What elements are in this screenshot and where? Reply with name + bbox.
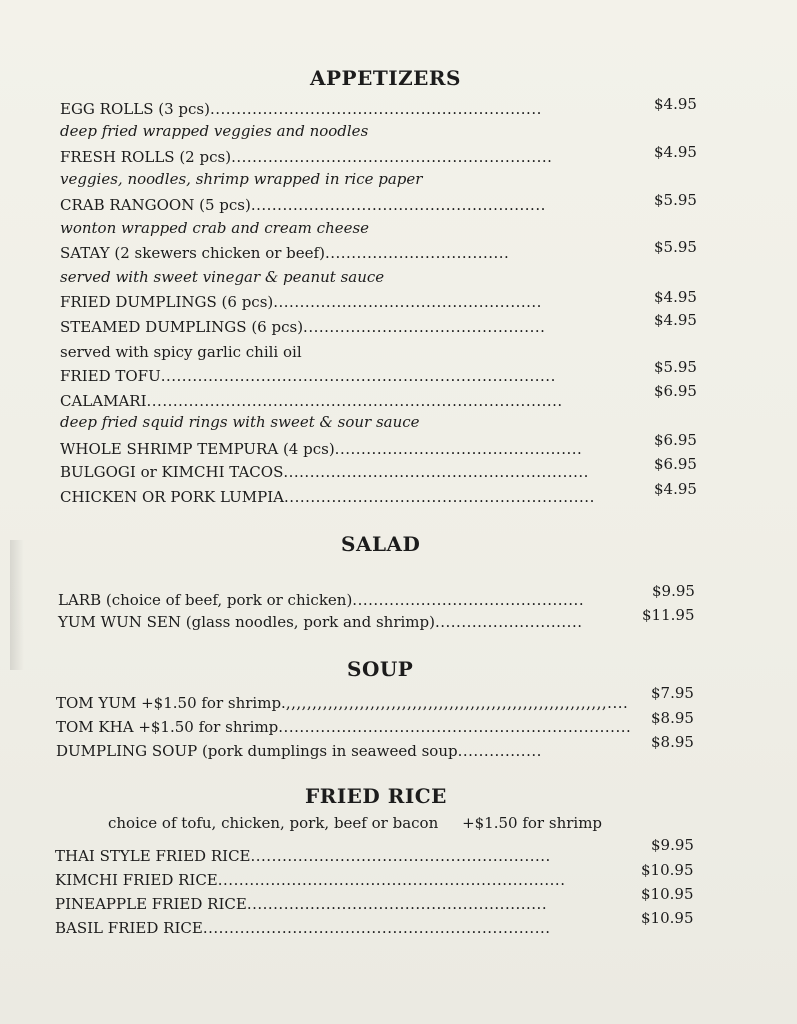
item-price: $4.95 bbox=[654, 311, 697, 329]
menu-item-thai-fried-rice bbox=[55, 847, 551, 865]
salad-heading: SALAD bbox=[341, 532, 421, 556]
item-description: veggies, noodles, shrimp wrapped in rice paper bbox=[60, 170, 423, 188]
item-description: served with sweet vinegar & peanut sauce bbox=[60, 268, 385, 286]
menu-item-basil-fried-rice bbox=[55, 919, 551, 937]
item-price: $9.95 bbox=[651, 836, 694, 854]
item-price: $10.95 bbox=[641, 885, 694, 903]
item-price: $8.95 bbox=[651, 733, 694, 751]
leader-dots: ................ bbox=[457, 742, 542, 760]
menu-item-steamed-dumplings bbox=[60, 318, 545, 336]
item-name: BULGOGI or KIMCHI TACOS bbox=[60, 463, 284, 481]
item-price: $4.95 bbox=[654, 95, 697, 113]
item-price: $5.95 bbox=[654, 238, 697, 256]
item-name: DUMPLING SOUP (pork dumplings in seaweed soup bbox=[56, 742, 458, 760]
item-name: FRIED TOFU bbox=[60, 367, 161, 385]
item-name: LARB (choice of beef, pork or chicken) bbox=[58, 591, 353, 609]
leader-dots: ............................................................. bbox=[231, 148, 553, 166]
menu-item-tacos bbox=[60, 463, 589, 481]
menu-item-calamari bbox=[60, 392, 563, 410]
leader-dots: ........................................................................... bbox=[160, 367, 556, 385]
item-name: FRESH ROLLS (2 pcs) bbox=[60, 148, 232, 166]
item-name: SATAY (2 skewers chicken or beef) bbox=[60, 244, 325, 262]
item-price: $9.95 bbox=[652, 582, 695, 600]
item-name: PINEAPPLE FRIED RICE bbox=[55, 895, 247, 913]
item-price: $4.95 bbox=[654, 480, 697, 498]
leader-dots: .................................................................. bbox=[202, 919, 551, 937]
item-price: $5.95 bbox=[654, 358, 697, 376]
item-price: $6.95 bbox=[654, 455, 697, 473]
item-price: $4.95 bbox=[654, 143, 697, 161]
menu-item-fresh-rolls bbox=[60, 148, 552, 166]
leader-dots: ............................................................................... bbox=[146, 392, 563, 410]
menu-item-fried-dumplings bbox=[60, 293, 542, 311]
item-price: $4.95 bbox=[654, 288, 697, 306]
menu-item-tom-kha bbox=[56, 718, 631, 736]
leader-dots: ,,,,,,,,,,,,,,,,,,,,,,,,,,,,,,,,,,,,,,,,,,,,,,,,,,,,,,,,,,,,,.... bbox=[285, 694, 629, 712]
item-name: WHOLE SHRIMP TEMPURA (4 pcs) bbox=[60, 440, 335, 458]
leader-dots: ............................................ bbox=[352, 591, 585, 609]
item-name: KIMCHI FRIED RICE bbox=[55, 871, 218, 889]
menu-item-shrimp-tempura bbox=[60, 440, 582, 458]
menu-item-fried-tofu bbox=[60, 367, 556, 385]
menu-item-tom-yum bbox=[56, 694, 628, 712]
item-name: TOM YUM +$1.50 for shrimp. bbox=[56, 694, 286, 712]
page-fold-shadow bbox=[10, 540, 24, 670]
fried-rice-note: choice of tofu, chicken, pork, beef or bacon +$1.50 for shrimp bbox=[108, 814, 603, 832]
item-name: THAI STYLE FRIED RICE bbox=[55, 847, 251, 865]
appetizers-heading: APPETIZERS bbox=[310, 66, 461, 90]
item-price: $6.95 bbox=[654, 382, 697, 400]
menu-item-egg-rolls bbox=[60, 100, 542, 118]
item-description: deep fried wrapped veggies and noodles bbox=[60, 122, 369, 140]
menu-item-pineapple-fried-rice bbox=[55, 895, 547, 913]
leader-dots: .............................................. bbox=[303, 318, 546, 336]
leader-dots: .................................................................. bbox=[217, 871, 566, 889]
item-description: deep fried squid rings with sweet & sour sauce bbox=[60, 413, 420, 431]
leader-dots: ................................... bbox=[324, 244, 510, 262]
fried-rice-heading: FRIED RICE bbox=[305, 784, 447, 808]
menu-item-lumpia bbox=[60, 488, 595, 506]
item-price: $10.95 bbox=[641, 909, 694, 927]
item-name: YUM WUN SEN (glass noodles, pork and shrimp) bbox=[58, 613, 435, 631]
leader-dots: ......................................................... bbox=[246, 895, 548, 913]
leader-dots: ........................................................... bbox=[284, 488, 595, 506]
menu-item-larb bbox=[58, 591, 584, 609]
menu-item-crab-rangoon bbox=[60, 196, 546, 214]
item-price: $5.95 bbox=[654, 191, 697, 209]
soup-heading: SOUP bbox=[347, 657, 414, 681]
menu-item-dumpling-soup bbox=[56, 742, 542, 760]
leader-dots: ......................................................... bbox=[250, 847, 551, 865]
item-description: wonton wrapped crab and cream cheese bbox=[60, 219, 370, 237]
leader-dots: .......................................................... bbox=[283, 463, 589, 481]
leader-dots: ........................................................ bbox=[250, 196, 546, 214]
item-name: FRIED DUMPLINGS (6 pcs) bbox=[60, 293, 274, 311]
leader-dots: ............................ bbox=[434, 613, 583, 631]
item-price: $8.95 bbox=[651, 709, 694, 727]
leader-dots: ................................................................... bbox=[278, 718, 632, 736]
menu-item-yum-wun-sen bbox=[58, 613, 583, 631]
menu-item-satay bbox=[60, 244, 509, 262]
item-description: served with spicy garlic chili oil bbox=[60, 343, 302, 361]
item-name: CRAB RANGOON (5 pcs) bbox=[60, 196, 251, 214]
item-price: $11.95 bbox=[642, 606, 695, 624]
item-price: $7.95 bbox=[651, 684, 694, 702]
item-price: $10.95 bbox=[641, 861, 694, 879]
item-price: $6.95 bbox=[654, 431, 697, 449]
item-name: TOM KHA +$1.50 for shrimp bbox=[56, 718, 279, 736]
item-name: STEAMED DUMPLINGS (6 pcs) bbox=[60, 318, 304, 336]
item-name: BASIL FRIED RICE bbox=[55, 919, 203, 937]
item-name: EGG ROLLS (3 pcs) bbox=[60, 100, 210, 118]
item-name: CALAMARI bbox=[60, 392, 147, 410]
leader-dots: ............................................................... bbox=[209, 100, 542, 118]
menu-item-kimchi-fried-rice bbox=[55, 871, 565, 889]
leader-dots: ............................................... bbox=[334, 440, 583, 458]
item-name: CHICKEN OR PORK LUMPIA bbox=[60, 488, 285, 506]
leader-dots: ................................................... bbox=[273, 293, 542, 311]
